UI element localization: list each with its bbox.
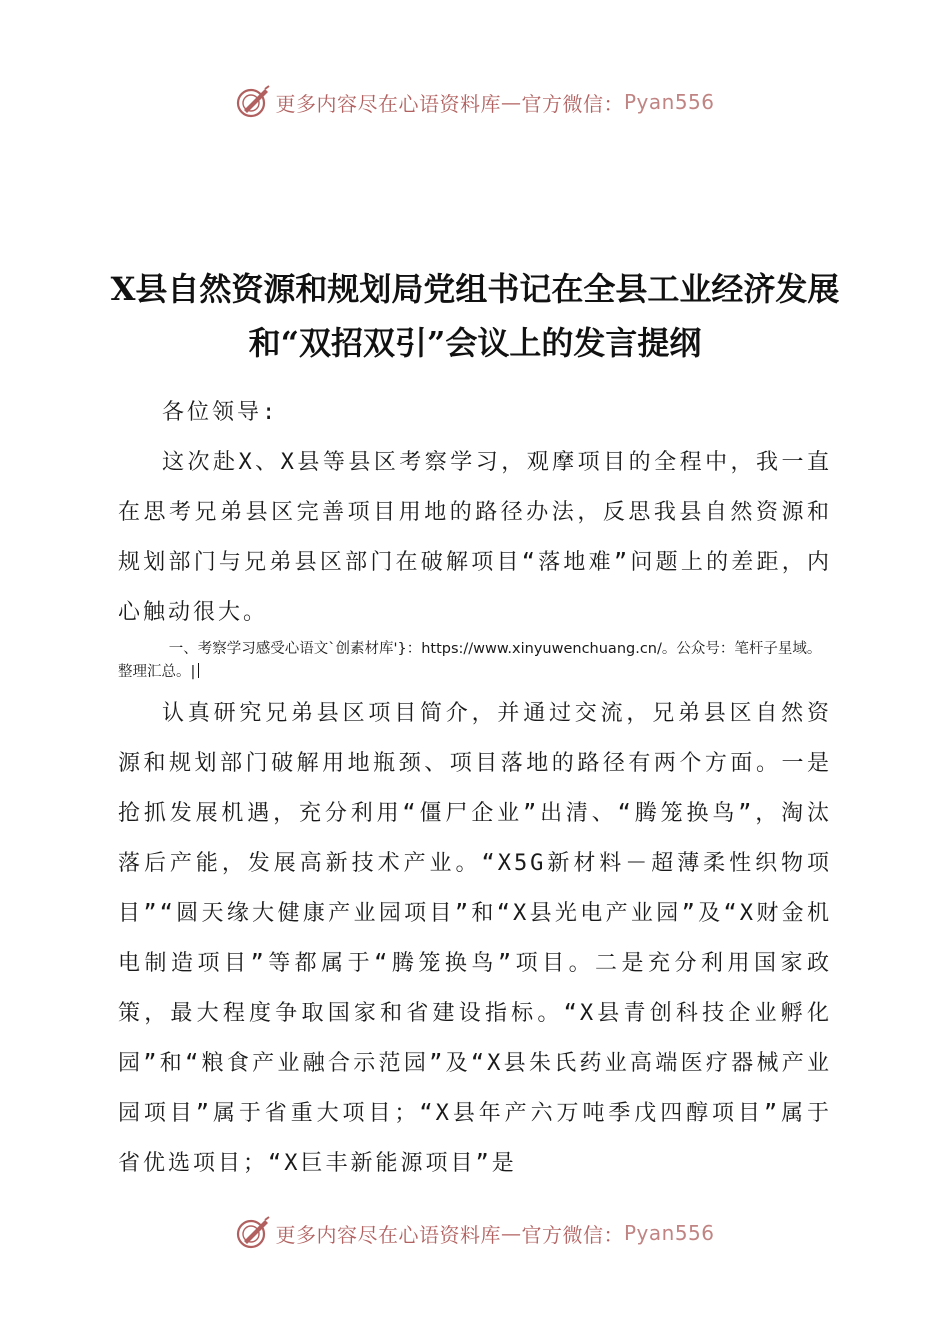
watermark-text: 更多内容尽在心语资料库 (275, 1222, 501, 1247)
paragraph-2: 认真研究兄弟县区项目简介，并通过交流，兄弟县区自然资源和规划部门破解用地瓶颈、项目落地的路径有两个方面。一是抢抓发展机遇，充分利用“僵尸企业”出清、“腾笼换鸟”，淘汰落后产能，发展高新技术产业。“X5G新材料－超薄柔性织物项目”“圆天缘大健康产业园项目”和“X县光电产业园”及“X财金机电制造项目”等都属于“腾笼换鸟”项目。二是充分利用国家政策，最大程度争取国家和省建设指标。“X县青创科技企业孵化园”和“粮食产业融合示范园”及“X县朱氏药业高端医疗器械产业园项目”属于省重大项目；“X县年产六万吨季戊四醇项目”属于省优选项目；“X巨丰新能源项目”是 (118, 701, 832, 1176)
watermark-wechat-id: Pyan556 (623, 1221, 715, 1245)
document-title: X县自然资源和规划局党组书记在全县工业经济发展和“双招双引”会议上的发言提纲 (110, 270, 840, 362)
text-caret (198, 663, 199, 678)
paragraph-1: 这次赴X、X县等县区考察学习，观摩项目的全程中，我一直在思考兄弟县区完善项目用地的路径办法，反思我县自然资源和规划部门与兄弟县区部门在破解项目“落地难”问题上的差距，内心触动很大。 (118, 450, 832, 625)
watermark-separator: — (500, 1221, 522, 1245)
source-note-text: 一、考察学习感受心语文`创素材库'}：https://www.xinyuwenchuang.cn/。公众号：笔杆子星域。整理汇总。| (118, 641, 822, 680)
watermark-wechat-id: Pyan556 (623, 90, 715, 114)
watermark-header (0, 82, 950, 122)
source-note (118, 638, 832, 684)
watermark-official-label: 官方微信： (521, 91, 624, 116)
watermark-footer (0, 1213, 950, 1253)
pen-logo-icon (235, 1215, 271, 1251)
salutation: 各位领导: (162, 400, 279, 425)
watermark-text: 更多内容尽在心语资料库 (275, 91, 501, 116)
watermark-separator: — (500, 90, 522, 114)
watermark-official-label: 官方微信： (521, 1222, 624, 1247)
pen-logo-icon (235, 84, 271, 120)
